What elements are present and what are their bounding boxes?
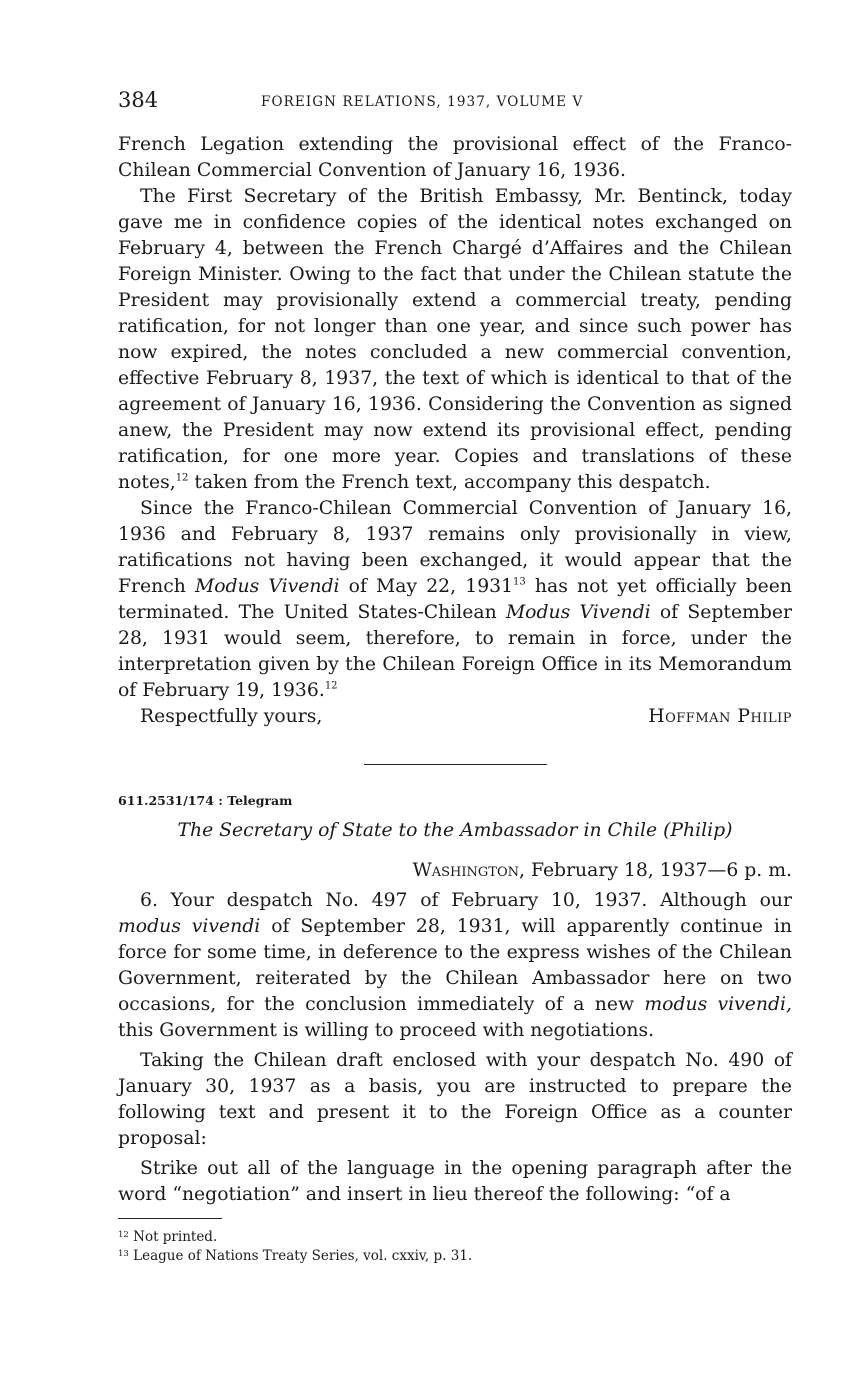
- footnote-text: League of Nations Treaty Series, vol. cxxiv, p. 31.: [133, 1248, 473, 1264]
- signature: Hoffman Philip: [648, 706, 792, 727]
- paragraph-1: [118, 132, 792, 184]
- paragraph-4-text-b: of September 28, 1931, will apparently continue in force for some time, in deference to the express wishes of the Chilean Government, reiterated by the Chilean Ambassador here on two occasions, for the conclusion immediately of a new: [118, 916, 792, 1015]
- footnote-ref: 12: [324, 680, 338, 692]
- paragraph-3: [118, 496, 792, 704]
- closing-row: [118, 704, 792, 730]
- footnote-number: 13: [118, 1249, 129, 1259]
- paragraph-3-text-b: of May 22, 1931: [339, 576, 514, 597]
- paragraph-5: [118, 1048, 792, 1152]
- italic-term: modus vivendi: [118, 916, 261, 937]
- footnote-item: [118, 1246, 792, 1265]
- paragraph-1-text: French Legation extending the provisional effect of the Franco-Chilean Commercial Convention of January 16, 1936.: [118, 134, 792, 181]
- footnote-item: [118, 1227, 792, 1246]
- paragraph-6: [118, 1156, 792, 1208]
- footnote-rule: [118, 1218, 222, 1219]
- footnote-text: Not printed.: [133, 1229, 218, 1245]
- paragraph-4-text-a: 6. Your despatch No. 497 of February 10, 1937. Although our: [140, 890, 792, 911]
- footnotes: [118, 1227, 792, 1265]
- dateline-place: Washington,: [412, 860, 525, 881]
- paragraph-6-text: Strike out all of the language in the opening paragraph after the word “negotiation” and insert in lieu thereof the following: “of a: [118, 1158, 792, 1205]
- page-header: [118, 88, 792, 118]
- paragraph-2-text-a: The First Secretary of the British Embassy, Mr. Bentinck, today gave me in confidence copies of the identical notes exchanged on February 4, between the French Chargé d’Affaires and the Chilean Foreign Minister. Owing to the fact that under the Chilean statute the President may provisionally extend a commercial treaty, pending ratification, for not longer than one year, and since such power has now expired, the notes concluded a new commercial convention, effective February 8, 1937, the text of which is identical to that of the agreement of January 16, 1936. Considering the Convention as signed anew, the President may now extend its provisional effect, pending ratification, for one more year. Copies and translations of these notes,: [118, 186, 792, 493]
- paragraph-2: [118, 184, 792, 496]
- footnote-number: 12: [118, 1230, 129, 1240]
- document-page: [118, 88, 792, 1265]
- paragraph-4: [118, 888, 792, 1044]
- italic-term: Modus Vivendi: [194, 576, 340, 597]
- paragraph-4-text-c: this Government is willing to proceed with negotiations.: [118, 1020, 655, 1041]
- footnote-ref: 13: [513, 576, 526, 588]
- footnote-ref: 12: [175, 472, 189, 484]
- running-head: FOREIGN RELATIONS, 1937, VOLUME V: [261, 94, 584, 110]
- document-title: The Secretary of State to the Ambassador in Chile (Philip): [177, 820, 733, 841]
- paragraph-5-text: Taking the Chilean draft enclosed with your despatch No. 490 of January 30, 1937 as a basis, you are instructed to prepare the following text and present it to the Foreign Office as a counter proposal:: [118, 1050, 792, 1149]
- salutation: Respectfully yours,: [140, 706, 323, 727]
- dateline-date: February 18, 1937—6 p. m.: [524, 860, 792, 881]
- page-number: 384: [118, 88, 159, 112]
- paragraph-3-text-c: has not yet officially been terminated. The United States-Chilean: [118, 576, 792, 623]
- italic-term: modus vivendi,: [644, 994, 792, 1015]
- paragraph-3-text-d: of September 28, 1931 would seem, therefore, to remain in force, under the interpretation given by the Chilean Foreign Office in its Memorandum of February 19, 1936.: [118, 602, 792, 701]
- section-separator: [364, 764, 547, 765]
- paragraph-2-text-b: taken from the French text, accompany this despatch.: [188, 472, 711, 493]
- file-reference: 611.2531/174 : Telegram: [118, 793, 293, 808]
- paragraph-3-text-a: Since the Franco-Chilean Commercial Convention of January 16, 1936 and February 8, 1937 remains only provisionally in view, ratifications not having been exchanged, it would appear that the French: [118, 498, 792, 597]
- dateline: [118, 858, 792, 884]
- italic-term: Modus Vivendi: [505, 602, 651, 623]
